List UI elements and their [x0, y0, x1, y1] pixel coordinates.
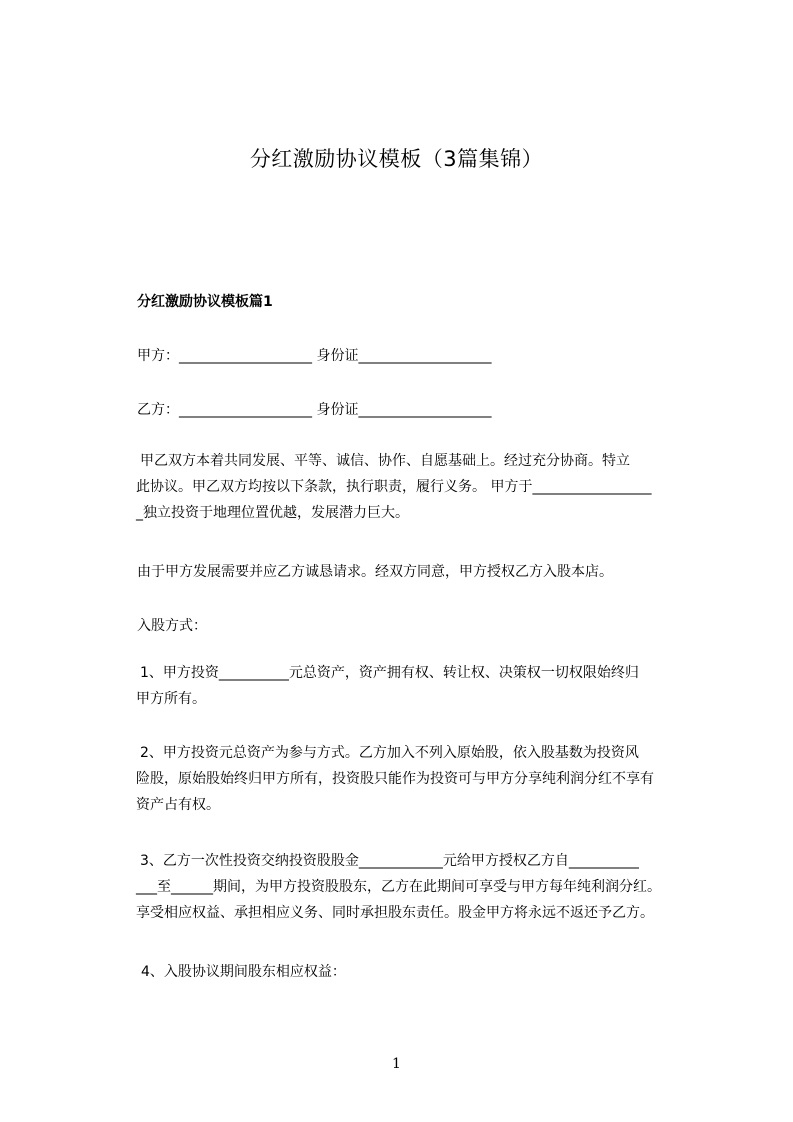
intro-line-1: 甲乙双方本着共同发展、平等、诚信、协作、自愿基础上。经过充分协商。特立: [140, 453, 630, 469]
item-1-line-1: 1、甲方投资__________元总资产，资产拥有权、转让权、决策权一切权限始终归: [140, 665, 639, 681]
item-3-line-1: 3、乙方一次性投资交纳投资股股金____________元给甲方授权乙方自__________: [140, 853, 639, 869]
item-2-line-2: 险股，原始股始终归甲方所有，投资股只能作为投资可与甲方分享纯利润分红不享有: [136, 771, 654, 787]
document-title: 分红激励协议模板（3篇集锦）: [249, 147, 544, 171]
item-3-line-2: ___至______期间，为甲方投资股股东，乙方在此期间可享受与甲方每年纯利润分红。: [136, 879, 661, 895]
method-heading: 入股方式：: [137, 618, 207, 634]
item-2-line-3: 资产占有权。: [136, 797, 220, 813]
intro-line-3: _独立投资于地理位置优越，发展潜力巨大。: [136, 505, 409, 521]
section-heading: 分红激励协议模板篇1: [137, 294, 273, 310]
item-2-paragraph: [136, 740, 712, 818]
item-3-line-3: 享受相应权益、承担相应义务、同时承担股东责任。股金甲方将永远不返还予乙方。: [136, 905, 654, 921]
item-1-line-2: 甲方所有。: [136, 691, 206, 707]
intro-paragraph: [136, 448, 712, 526]
page-number: 1: [392, 1056, 401, 1072]
item-4-line: 4、入股协议期间股东相应权益：: [141, 964, 346, 980]
party-a-line: 甲方：___________________ 身份证___________________: [137, 348, 492, 364]
reason-paragraph: 由于甲方发展需要并应乙方诚恳请求。经双方同意，甲方授权乙方入股本店。: [137, 564, 613, 580]
item-2-line-1: 2、甲方投资元总资产为参与方式。乙方加入不列入原始股，依入股基数为投资风: [140, 745, 639, 761]
party-b-line: 乙方：___________________ 身份证___________________: [137, 402, 492, 418]
item-1-paragraph: [136, 660, 712, 712]
intro-line-2: 此协议。甲乙双方均按以下条款，执行职责，履行义务。 甲方于_________________: [136, 479, 652, 495]
item-3-paragraph: [136, 848, 712, 926]
